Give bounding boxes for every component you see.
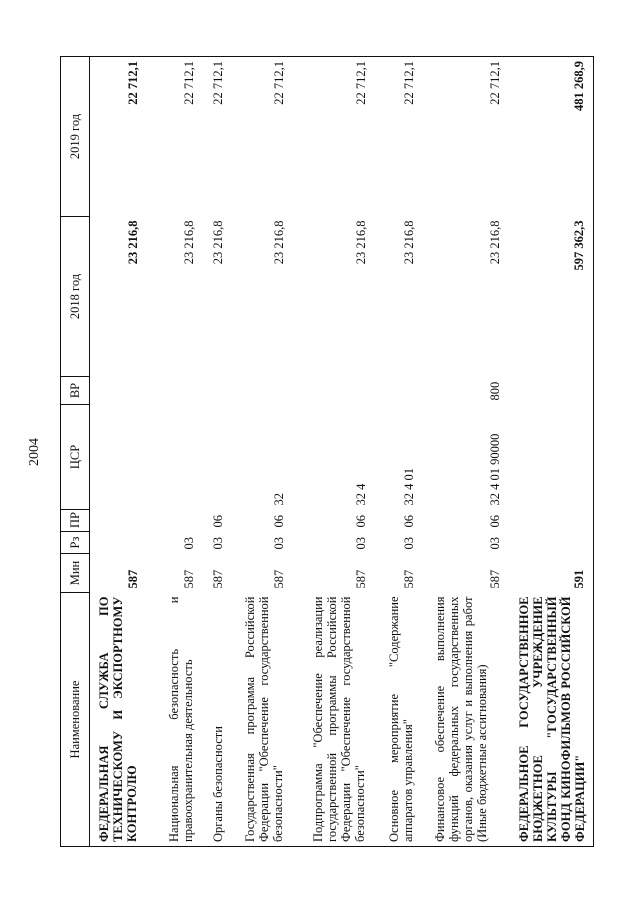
table-row: [510, 57, 594, 847]
row-rz: [90, 532, 160, 554]
row-vr: [160, 377, 204, 405]
row-2018: 23 216,8: [210, 220, 225, 265]
row-rz: 03: [210, 537, 225, 550]
row-2019: 22 712,1: [160, 57, 204, 217]
header-name: Наименование: [61, 593, 90, 847]
header-csr: ЦСР: [61, 405, 90, 510]
row-min: 591: [510, 554, 594, 593]
row-2019: 22 712,1: [204, 57, 236, 217]
page-number: 2004: [27, 438, 42, 466]
row-min: 587: [271, 569, 286, 589]
row-vr: [90, 377, 160, 405]
header-rz: Рз: [61, 532, 90, 554]
row-csr: [160, 405, 204, 510]
table-row: [426, 57, 510, 847]
row-name: Государственная программа Российской Федерации "Обеспечение государственной безопасности": [236, 593, 304, 847]
table-row: [236, 57, 304, 847]
row-csr: [204, 405, 236, 510]
row-2019: 22 712,1: [236, 57, 304, 217]
row-2019: 481 268,9: [510, 57, 594, 217]
row-vr: [236, 377, 304, 405]
row-name: Органы безопасности: [204, 593, 236, 847]
row-pr: 06: [210, 515, 225, 528]
row-pr: 06: [271, 515, 286, 528]
table-row: [304, 57, 380, 847]
header-min: Мин: [61, 554, 90, 593]
row-name: Национальная безопасность и правоохранительная деятельность: [160, 593, 204, 847]
row-rz: 03: [271, 537, 286, 550]
table-row: [160, 57, 204, 847]
row-2019: 22 712,1: [380, 57, 426, 217]
row-csr: [90, 405, 160, 510]
row-min: 587: [210, 569, 225, 589]
row-2018: 23 216,8: [401, 220, 416, 265]
row-name: ФЕДЕРАЛЬНАЯ СЛУЖБА ПО ТЕХНИЧЕСКОМУ И ЭКСПОРТНОМУ КОНТРОЛЮ: [90, 593, 160, 847]
row-pr: [90, 510, 160, 532]
row-csr: 32 4 01: [401, 468, 416, 506]
header-2019: 2019 год: [61, 57, 90, 217]
row-2018: 23 216,8: [126, 220, 140, 265]
row-name: Основное мероприятие "Содержание аппаратов управления": [380, 593, 426, 847]
table-header-row: [61, 57, 90, 847]
row-rz: [510, 532, 594, 554]
row-min: 587: [353, 569, 368, 589]
row-2019: 22 712,1: [304, 57, 380, 217]
header-pr: ПР: [61, 510, 90, 532]
row-name: Финансовое обеспечение выполнения функций федеральных государственных органов, оказания услуг и выполнения работ (Иные бюджетные ассигнования): [426, 593, 510, 847]
row-vr: [204, 377, 236, 405]
row-min: 587: [487, 569, 502, 589]
row-rz: 03: [487, 537, 502, 550]
row-vr: [510, 377, 594, 405]
row-pr: [510, 510, 594, 532]
header-vr: ВР: [61, 377, 90, 405]
row-2019: 22 712,1: [90, 57, 160, 217]
table-row: [90, 57, 160, 847]
row-rz: 03: [181, 537, 196, 550]
row-name: Подпрограмма "Обеспечение реализации государственной программы Российской Федерации "Обеспечение государственной безопасности": [304, 593, 380, 847]
row-pr: 06: [353, 515, 368, 528]
budget-table: [60, 57, 587, 847]
row-2018: 23 216,8: [353, 220, 368, 265]
row-vr: [304, 377, 380, 405]
row-pr: [160, 510, 204, 532]
row-2018: 597 362,3: [510, 217, 594, 377]
row-name: ФЕДЕРАЛЬНОЕ ГОСУДАРСТВЕННОЕ БЮДЖЕТНОЕ УЧРЕЖДЕНИЕ КУЛЬТУРЫ "ГОСУДАРСТВЕННЫЙ ФОНД КИНОФИЛЬМОВ РОССИЙСКОЙ ФЕДЕРАЦИИ": [510, 593, 594, 847]
row-csr: 32: [271, 493, 286, 506]
row-2018: 23 216,8: [487, 220, 502, 265]
row-rz: 03: [401, 537, 416, 550]
row-rz: 03: [353, 537, 368, 550]
row-2018: 23 216,8: [271, 220, 286, 265]
header-2018: 2018 год: [61, 217, 90, 377]
row-pr: 06: [401, 515, 416, 528]
row-csr: [510, 405, 594, 510]
row-csr: 32 4 01 90000: [487, 433, 502, 506]
row-min: 587: [181, 569, 196, 589]
row-vr: 800: [487, 381, 502, 401]
table-row: [380, 57, 426, 847]
row-2019: 22 712,1: [426, 57, 510, 217]
row-2018: 23 216,8: [181, 220, 196, 265]
row-vr: [380, 377, 426, 405]
row-csr: 32 4: [353, 483, 368, 506]
table-row: [204, 57, 236, 847]
row-min: 587: [401, 569, 416, 589]
row-min: 587: [126, 569, 140, 589]
row-pr: 06: [487, 515, 502, 528]
